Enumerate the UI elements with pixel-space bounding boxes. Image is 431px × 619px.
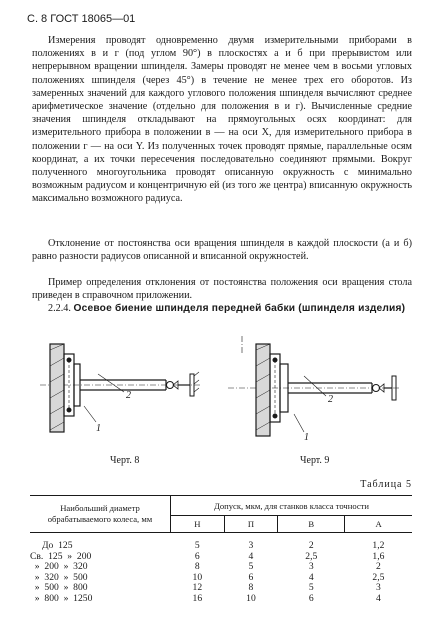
- table-cell: 5: [308, 582, 314, 593]
- table-cell-range: Св. 125 » 200: [30, 550, 92, 562]
- table-cell-range: » 320 » 500: [30, 571, 88, 583]
- table-cell: 3: [248, 540, 254, 551]
- table-cell: 6: [194, 550, 200, 562]
- table-cell-range: » 200 » 320: [30, 561, 88, 572]
- headstock-body: [256, 344, 270, 436]
- paragraph-measurement-method: Измерения проводят одновременно двумя измерительными приборами в положениях в и г (под углом 90°) в плоскостях а и б при прерывистом или непрерывном вращении шпинделя. Замеры проводят не менее чем в восьми угловых положениях шпинделя (через 45°) в течение не менее трех его оборотов. Из замеренных значений для каждого углового положения шпинделя вычисляют среднее арифметическое значение (отдельно для положения в и г). Вычисленные средние значения шпинделя откладывают на прямоугольных осях координат: для измерительного прибора в положении в — на оси X, для измерительного прибора в положении г — на оси Y. Из полученных точек проводят прямые, параллельные осям координат, а их точки пересечения последовательно соединяют прямыми. Вокруг полученного многоугольника проводят описанную окружность с минимально возможным радиусом и концентричную ей (из того же центра) вписанную окружность максимально возможного радиуса.: [32, 35, 412, 205]
- figure-8-drawing: [40, 336, 200, 436]
- figure-9-drawing: [228, 336, 400, 446]
- table-cell-range: » 500 » 800: [30, 582, 88, 593]
- table-col-header-class: В: [278, 516, 345, 533]
- table-cell: 6: [248, 571, 254, 583]
- figure-9-label-2: 2: [328, 394, 333, 405]
- table-row: [30, 594, 412, 605]
- table-col-header-class: А: [345, 516, 412, 533]
- table-cell: 8: [194, 561, 200, 572]
- table-col-header-class: Н: [171, 516, 225, 533]
- tolerance-table: [30, 495, 412, 604]
- paragraph-example-reference: Пример определения отклонения от постоянства положения оси вращения стола приведен в справочном приложении.: [32, 277, 412, 302]
- table-cell: 2: [308, 540, 314, 551]
- table-cell: 4: [248, 550, 254, 562]
- table-cell: 2,5: [305, 550, 318, 562]
- table-cell: 10: [192, 571, 203, 583]
- table-cell: 8: [248, 582, 254, 593]
- table-cell: 4: [376, 592, 381, 604]
- table-col-header-class: П: [224, 516, 278, 533]
- paragraph-deviation-definition: Отклонение от постоянства оси вращения шпинделя в каждой плоскости (а и б) равно разности радиусов описанной и вписанной окружностей.: [32, 238, 412, 263]
- table-cell: 10: [246, 592, 256, 604]
- table-cell: 1,2: [372, 540, 385, 551]
- section-title: Осевое биение шпинделя передней бабки (шпинделя изделия): [73, 303, 406, 314]
- table-cell: 4: [308, 571, 314, 583]
- table-cell-range: » 800 » 1250: [30, 592, 93, 604]
- headstock-body: [50, 344, 64, 432]
- table-caption: Таблица 5: [360, 479, 412, 490]
- figure-9-caption: Черт. 9: [300, 455, 330, 466]
- table-group-header: Допуск, мкм, для станков класса точности: [171, 496, 413, 516]
- table-row: [30, 562, 412, 573]
- figure-9-label-1: 1: [304, 432, 309, 443]
- figure-8-caption: Черт. 8: [110, 455, 140, 466]
- table-col-header-diameter: Наибольший диаметр обрабатываемого колеса, мм: [30, 496, 171, 533]
- figure-8-label-2: 2: [126, 390, 131, 401]
- figure-8-label-1: 1: [96, 423, 101, 434]
- table-cell: 12: [192, 582, 203, 593]
- section-number: 2.2.4.: [48, 303, 71, 314]
- table-row: [30, 583, 412, 594]
- table-cell: 2,5: [372, 571, 385, 583]
- table-cell-range: До 125: [30, 540, 73, 551]
- section-heading: [32, 302, 412, 315]
- table-cell: 6: [308, 592, 314, 604]
- table-cell: 5: [194, 540, 200, 551]
- table-cell: 2: [376, 561, 381, 572]
- table-cell: 1,6: [372, 550, 385, 562]
- table-cell: 3: [376, 582, 381, 593]
- page-header: С. 8 ГОСТ 18065—01: [27, 13, 136, 25]
- table-cell: 16: [192, 592, 203, 604]
- table-cell: 5: [248, 561, 254, 572]
- table-row: [30, 533, 412, 552]
- table-cell: 3: [308, 561, 314, 572]
